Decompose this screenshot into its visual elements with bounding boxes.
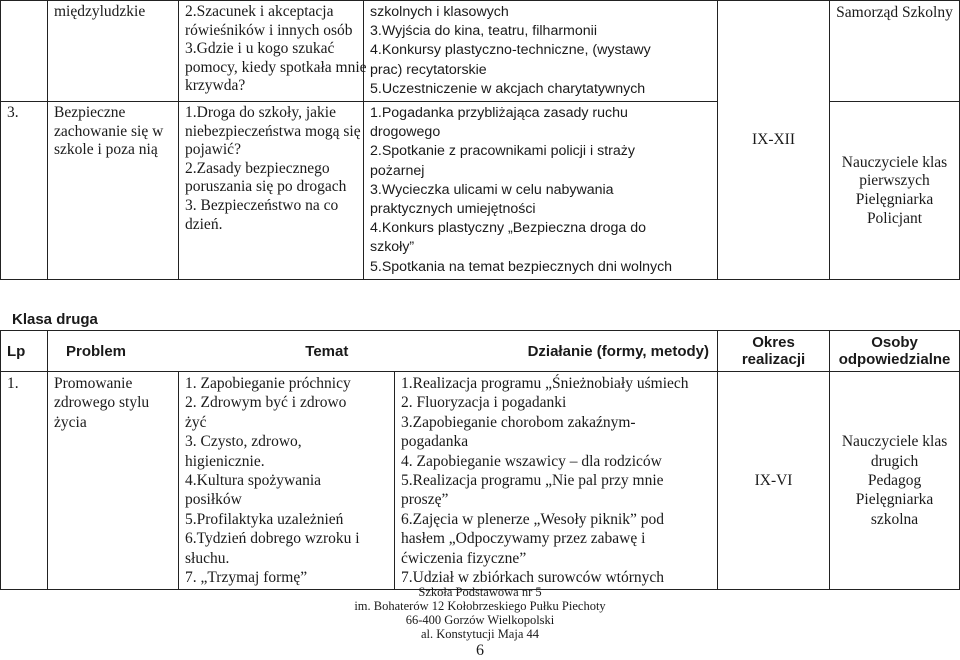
actions-cell: [364, 102, 718, 280]
text-line: 3. Czysto, zdrowo,: [185, 433, 302, 451]
text-line: 5.Profilaktyka uzależnień: [185, 510, 344, 528]
text-line: szkolna: [870, 510, 919, 528]
text-line: 2. Fluoryzacja i pogadanki: [401, 394, 567, 412]
text-line: szkoły”: [370, 239, 415, 256]
text-line: poruszania się po drogach: [185, 178, 347, 196]
text-line: 2.Szacunek i akceptacja: [185, 3, 334, 20]
text-line: odpowiedzialne: [838, 351, 951, 368]
text-line: Nauczyciele klas: [841, 153, 948, 171]
period-cell: IX-XII: [718, 1, 830, 280]
text-line: 1.Droga do szkoły, jakie: [185, 104, 336, 122]
text-line: Samorząd Szkolny: [836, 4, 953, 21]
text-line: 7.Udział w zbiórkach surowców wtórnych: [401, 569, 664, 587]
text-line: Promowanie: [54, 375, 133, 392]
problem-cell: [48, 1, 179, 102]
text-line: żyć: [185, 413, 207, 431]
footer-line: im. Bohaterów 12 Kołobrzeskiego Pułku Piechoty: [354, 599, 606, 613]
problem-cell: [48, 372, 179, 590]
header-period: [718, 331, 830, 372]
text-line: 4.Konkurs plastyczny „Bezpieczna droga do: [370, 220, 647, 237]
text-line: drogowego: [370, 124, 441, 141]
text-line: 1. Zapobieganie próchnicy: [185, 375, 351, 392]
text-line: dzień.: [185, 215, 223, 233]
actions-cell: [395, 372, 718, 590]
header-actions: Działanie (formy, metody): [527, 342, 710, 360]
text-line: Pielęgniarka: [855, 190, 934, 208]
text-line: 4. Zapobieganie wszawicy – dla rodziców: [401, 452, 662, 470]
text-line: pożarnej: [370, 162, 425, 179]
school-address-footer: [0, 585, 960, 641]
text-line: drugich: [870, 452, 919, 470]
topic-cell: [179, 102, 364, 280]
text-line: 2. Zdrowym być i zdrowo: [185, 394, 347, 412]
text-line: zachowanie się w: [54, 122, 164, 140]
text-line: 3. Bezpieczeństwo na co: [185, 196, 339, 214]
text-line: 5.Realizacja programu „Nie pal przy mnie: [401, 472, 664, 490]
header-problem: Problem: [66, 342, 127, 360]
header-responsible: [830, 331, 960, 372]
text-line: posiłków: [185, 491, 242, 509]
lp-cell: 1.: [1, 372, 48, 590]
text-line: niebezpieczeństwa mogą się: [185, 122, 361, 140]
section-title: Klasa druga: [12, 311, 98, 328]
lp-cell: 3.: [1, 102, 48, 280]
text-line: 4.Konkursy plastyczno-techniczne, (wystawy: [370, 42, 651, 59]
text-line: rówieśników i innych osób: [185, 21, 353, 39]
text-line: szkolnych i klasowych: [370, 4, 509, 20]
text-line: Osoby: [871, 334, 918, 351]
text-line: 6.Zajęcia w plenerze „Wesoły piknik” pod: [401, 510, 665, 528]
text-line: 6.Tydzień dobrego wzroku i: [185, 530, 360, 548]
text-line: 7. „Trzymaj formę”: [185, 569, 308, 587]
text-line: 3.Zapobieganie chorobom zakaźnym-: [401, 413, 636, 431]
text-line: pierwszych: [859, 172, 930, 190]
text-line: 2.Spotkanie z pracownikami policji i straży: [370, 143, 635, 160]
actions-cell: [364, 1, 718, 102]
text-line: 2.Zasady bezpiecznego: [185, 159, 330, 177]
problem-cell: [48, 102, 179, 280]
text-line: 1.Pogadanka przybliżająca zasady ruchu: [370, 105, 628, 122]
header-row: [1, 331, 960, 372]
footer-line: 66-400 Gorzów Wielkopolski: [405, 613, 555, 627]
text-line: życia: [54, 413, 87, 431]
header-problem-topic-actions: [48, 331, 718, 372]
class-two-plan-table: [0, 330, 960, 590]
text-line: Pielęgniarka: [855, 491, 934, 509]
text-line: Okres: [752, 334, 795, 351]
text-line: hasłem „Odpoczywamy przez zabawę i: [401, 530, 646, 548]
text-line: prac) recytatorskie: [370, 61, 487, 78]
text-line: 3.Gdzie i u kogo szukać: [185, 40, 335, 58]
text-line: 1.Realizacja programu „Śnieżnobiały uśmiech: [401, 375, 689, 392]
text-line: pomocy, kiedy spotkała mnie: [185, 58, 367, 76]
header-lp: Lp: [1, 331, 48, 372]
text-line: Pedagog: [867, 472, 922, 490]
text-line: 4.Kultura spożywania: [185, 472, 322, 490]
text-line: Bezpieczne: [54, 104, 126, 122]
text-line: 5.Uczestniczenie w akcjach charytatywnych: [370, 80, 646, 97]
text-line: proszę”: [401, 491, 449, 509]
text-line: słuchu.: [185, 549, 230, 567]
footer-line: Szkoła Podstawowa nr 5: [418, 585, 542, 599]
header-topic: Temat: [305, 342, 349, 360]
table-row: [1, 1, 960, 102]
text-line: szkole i poza nią: [54, 141, 158, 159]
text-line: higienicznie.: [185, 452, 265, 470]
responsible-cell: [830, 1, 960, 102]
footer-line: al. Konstytucji Maja 44: [420, 627, 540, 641]
responsible-cell: [830, 102, 960, 280]
text-line: Nauczyciele klas: [841, 433, 948, 451]
text-line: Policjant: [866, 209, 923, 227]
text-line: międzyludzkie: [54, 3, 146, 20]
text-line: 5.Spotkania na temat bezpiecznych dni wolnych: [370, 258, 673, 275]
table-row: [1, 372, 960, 590]
text-line: 3.Wyjścia do kina, teatru, filharmonii: [370, 23, 597, 40]
topic-cell: [179, 1, 367, 102]
education-plan-table-continued: [0, 0, 960, 280]
text-line: 3.Wycieczka ulicami w celu nabywania: [370, 181, 614, 198]
topic-cell: [179, 372, 395, 590]
text-line: pojawić?: [185, 141, 241, 159]
text-line: praktycznych umiejętności: [370, 201, 536, 218]
text-line: ćwiczenia fizyczne”: [401, 549, 527, 567]
responsible-cell: [830, 372, 960, 590]
text-line: realizacji: [741, 351, 806, 368]
text-line: zdrowego stylu: [54, 394, 150, 412]
period-cell: IX-VI: [718, 372, 830, 590]
text-line: krzywda?: [185, 77, 246, 95]
text-line: pogadanka: [401, 433, 469, 451]
page-number: 6: [476, 642, 484, 659]
lp-cell: [1, 1, 48, 102]
